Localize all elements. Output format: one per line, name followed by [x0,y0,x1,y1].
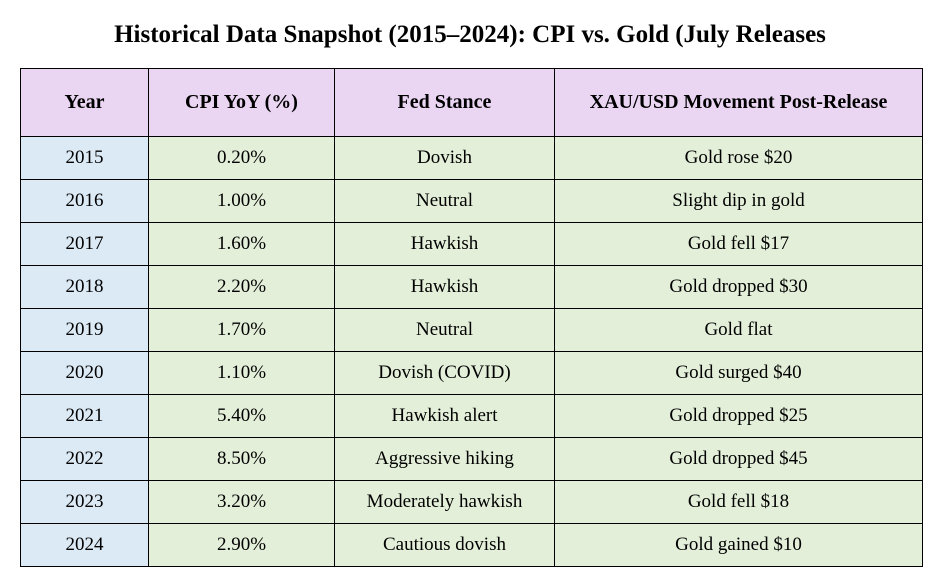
cell-xau-movement: Gold gained $10 [555,524,923,567]
cell-xau-movement: Gold rose $20 [555,137,923,180]
cell-cpi-yoy: 1.10% [149,352,335,395]
header-cpi-yoy: CPI YoY (%) [149,69,335,137]
cell-cpi-yoy: 1.00% [149,180,335,223]
cell-fed-stance: Moderately hawkish [335,481,555,524]
cell-year: 2018 [21,266,149,309]
cell-fed-stance: Neutral [335,180,555,223]
cell-year: 2021 [21,395,149,438]
header-fed-stance: Fed Stance [335,69,555,137]
table-row [21,352,923,395]
cell-xau-movement: Gold surged $40 [555,352,923,395]
table-row [21,266,923,309]
table-row [21,137,923,180]
cell-year: 2017 [21,223,149,266]
page-title: Historical Data Snapshot (2015–2024): CPI vs. Gold (July Releases [114,21,826,48]
table-row [21,180,923,223]
cell-year: 2015 [21,137,149,180]
table-row [21,223,923,266]
table-row [21,438,923,481]
cell-xau-movement: Gold fell $18 [555,481,923,524]
cell-year: 2023 [21,481,149,524]
cell-year: 2019 [21,309,149,352]
cell-xau-movement: Gold dropped $25 [555,395,923,438]
cell-year: 2022 [21,438,149,481]
data-table [20,68,923,567]
cell-fed-stance: Dovish [335,137,555,180]
cell-fed-stance: Hawkish alert [335,395,555,438]
cell-xau-movement: Gold dropped $30 [555,266,923,309]
cell-xau-movement: Gold dropped $45 [555,438,923,481]
cell-cpi-yoy: 8.50% [149,438,335,481]
cell-year: 2020 [21,352,149,395]
cell-cpi-yoy: 1.70% [149,309,335,352]
cell-cpi-yoy: 1.60% [149,223,335,266]
cell-fed-stance: Hawkish [335,223,555,266]
cell-cpi-yoy: 3.20% [149,481,335,524]
table-header-row [21,69,923,137]
cell-cpi-yoy: 5.40% [149,395,335,438]
cell-cpi-yoy: 2.90% [149,524,335,567]
cell-year: 2024 [21,524,149,567]
cell-xau-movement: Slight dip in gold [555,180,923,223]
cell-fed-stance: Cautious dovish [335,524,555,567]
cell-fed-stance: Aggressive hiking [335,438,555,481]
table-row [21,524,923,567]
header-xau-usd-movement: XAU/USD Movement Post-Release [555,69,923,137]
cell-fed-stance: Dovish (COVID) [335,352,555,395]
cell-cpi-yoy: 0.20% [149,137,335,180]
table-row [21,481,923,524]
cell-fed-stance: Hawkish [335,266,555,309]
cell-cpi-yoy: 2.20% [149,266,335,309]
table-row [21,395,923,438]
header-year: Year [21,69,149,137]
cell-year: 2016 [21,180,149,223]
table-row [21,309,923,352]
cell-xau-movement: Gold fell $17 [555,223,923,266]
cell-xau-movement: Gold flat [555,309,923,352]
cell-fed-stance: Neutral [335,309,555,352]
